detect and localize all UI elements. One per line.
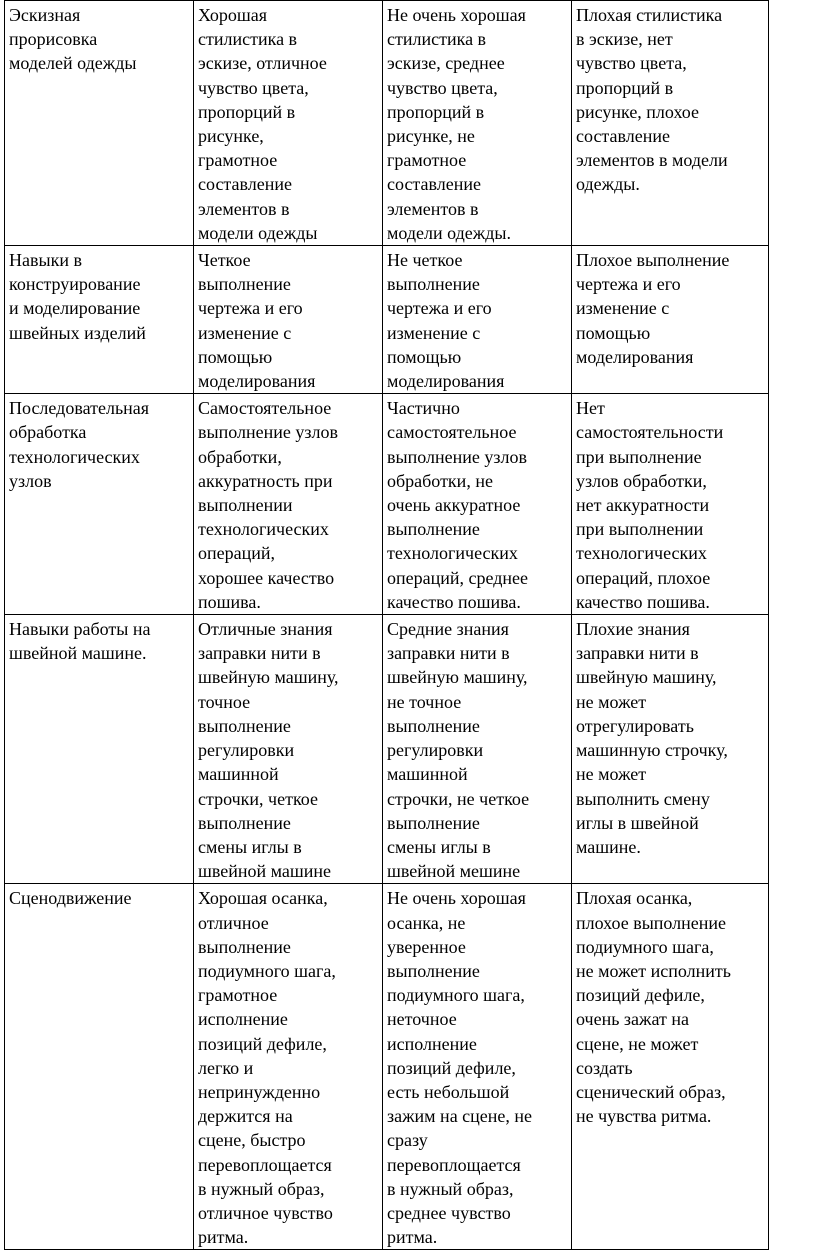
poor-level-cell: [572, 884, 769, 1250]
criterion-cell: [5, 394, 194, 615]
poor-level-cell: [572, 394, 769, 615]
criterion-text: Навыки работы на швейной машине.: [9, 619, 151, 664]
criteria-table: [4, 0, 769, 1250]
table-row: [5, 394, 769, 615]
poor-level-text: Плохая стилистика в эскизе, нет чувство цвета, пропорций в рисунке, плохое составление элементов в модели одежды.: [576, 5, 728, 195]
good-level-cell: [194, 246, 383, 394]
table-row: [5, 615, 769, 884]
good-level-cell: [194, 1, 383, 246]
medium-level-cell: [383, 246, 572, 394]
medium-level-cell: [383, 1, 572, 246]
good-level-text: Хорошая стилистика в эскизе, отличное чувство цвета, пропорций в рисунке, грамотное составление элементов в модели одежды: [198, 5, 327, 243]
poor-level-cell: [572, 1, 769, 246]
medium-level-cell: [383, 394, 572, 615]
criterion-text: Навыки в конструирование и моделирование швейных изделий: [9, 250, 146, 343]
table-row: [5, 246, 769, 394]
criterion-text: Сценодвижение: [9, 888, 132, 909]
medium-level-text: Не очень хорошая стилистика в эскизе, среднее чувство цвета, пропорций в рисунке, не грамотное составление элементов в модели одежды.: [387, 5, 526, 243]
criterion-cell: [5, 615, 194, 884]
poor-level-cell: [572, 615, 769, 884]
poor-level-text: Нет самостоятельности при выполнение узлов обработки, нет аккуратности при выполнении технологических операций, плохое качество пошива.: [576, 398, 724, 612]
medium-level-text: Не четкое выполнение чертежа и его изменение с помощью моделирования: [387, 250, 505, 392]
table-row: [5, 1, 769, 246]
medium-level-text: Средние знания заправки нити в швейную машину, не точное выполнение регулировки машинной строчки, не четкое выполнение смены иглы в швейной мешине: [387, 619, 530, 882]
medium-level-text: Не очень хорошая осанка, не уверенное выполнение подиумного шага, неточное исполнение позиций дефиле, есть небольшой зажим на сцене, не сразу перевоплощается в нужный образ, среднее чувство ритма.: [387, 888, 533, 1248]
medium-level-text: Частично самостоятельное выполнение узлов обработки, не очень аккуратное выполнение технологических операций, среднее качество пошива.: [387, 398, 529, 612]
good-level-text: Хорошая осанка, отличное выполнение подиумного шага, грамотное исполнение позиций дефиле, легко и непринужденно держится на сцене, быстро перевоплощается в нужный образ, отличное чувство ритма.: [198, 888, 336, 1248]
table-row: [5, 884, 769, 1250]
good-level-cell: [194, 884, 383, 1250]
good-level-cell: [194, 394, 383, 615]
good-level-text: Отличные знания заправки нити в швейную машину, точное выполнение регулировки машинной строчки, четкое выполнение смены иглы в швейной машине: [198, 619, 339, 882]
poor-level-text: Плохое выполнение чертежа и его изменение с помощью моделирования: [576, 250, 730, 367]
good-level-text: Четкое выполнение чертежа и его изменение с помощью моделирования: [198, 250, 316, 392]
poor-level-text: Плохая осанка, плохое выполнение подиумного шага, не может исполнить позиций дефиле, очень зажат на сцене, не может создать сценический образ, не чувства ритма.: [576, 888, 731, 1127]
good-level-text: Самостоятельное выполнение узлов обработки, аккуратность при выполнении технологических операций, хорошее качество пошива.: [198, 398, 338, 612]
criterion-text: Эскизная прорисовка моделей одежды: [9, 5, 137, 74]
good-level-cell: [194, 615, 383, 884]
medium-level-cell: [383, 615, 572, 884]
medium-level-cell: [383, 884, 572, 1250]
poor-level-cell: [572, 246, 769, 394]
criterion-cell: [5, 884, 194, 1250]
criterion-cell: [5, 1, 194, 246]
poor-level-text: Плохие знания заправки нити в швейную машину, не может отрегулировать машинную строчку, не может выполнить смену иглы в швейной машине.: [576, 619, 728, 857]
criterion-text: Последовательная обработка технологических узлов: [9, 398, 150, 491]
criterion-cell: [5, 246, 194, 394]
